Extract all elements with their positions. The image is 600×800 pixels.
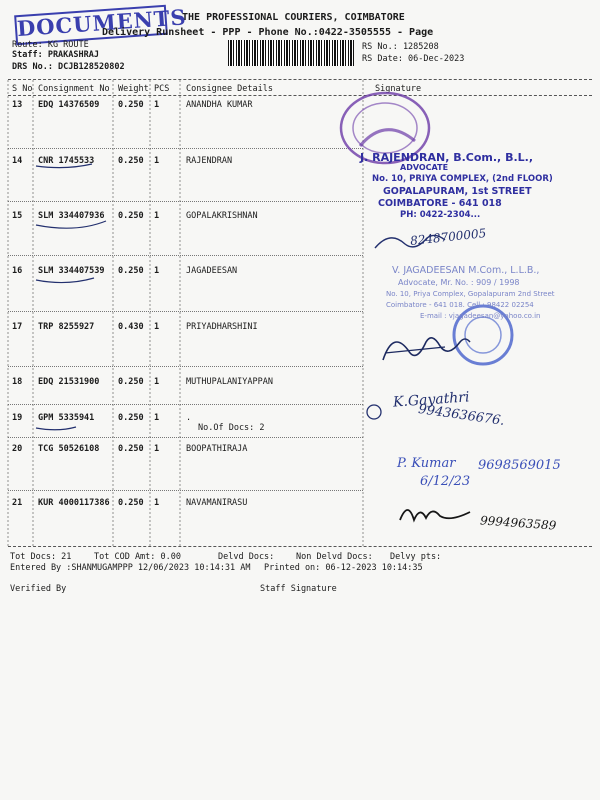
company-title: THE PROFESSIONAL COURIERS, COIMBATORE bbox=[182, 12, 405, 23]
rs-number: RS No.: 1285208 bbox=[362, 42, 439, 52]
signature-scribble bbox=[370, 228, 450, 258]
col-signature: Signature bbox=[375, 84, 422, 94]
delivery-points: Delvy pts: bbox=[390, 552, 442, 562]
signature-row15: 8248700005 bbox=[409, 226, 487, 248]
documents-stamp: DOCUMENTS bbox=[14, 5, 168, 46]
rajendran-stamp-name: J. RAJENDRAN, B.Com., B.L., bbox=[360, 151, 533, 164]
col-pcs: PCS bbox=[154, 84, 170, 94]
total-docs: Tot Docs: 21 bbox=[10, 552, 72, 562]
non-delivered-docs: Non Delvd Docs: bbox=[296, 552, 373, 562]
col-sno: S No bbox=[12, 84, 33, 94]
signature-row20: P. Kumar bbox=[397, 456, 456, 471]
runsheet-subtitle: Delivery Runsheet - PPP - Phone No.:0422-3505555 - Page bbox=[102, 27, 434, 38]
jagadeesan-stamp-name: V. JAGADEESAN M.Com., L.L.B., bbox=[392, 265, 540, 276]
col-consignment: Consignment No bbox=[38, 84, 110, 94]
signature-row19: K.Gayathri bbox=[392, 389, 470, 411]
col-weight: Weight bbox=[118, 84, 149, 94]
phone-row21: 9994963589 bbox=[479, 513, 557, 533]
date-row20: 6/12/23 bbox=[420, 474, 471, 489]
entered-by: Entered By :SHANMUGAMPPP 12/06/2023 10:14:31 AM bbox=[10, 563, 251, 573]
total-cod: Tot COD Amt: 0.00 bbox=[94, 552, 181, 562]
verified-by: Verified By bbox=[10, 584, 67, 594]
printed-on: Printed on: 06-12-2023 10:14:35 bbox=[264, 563, 423, 573]
staff-signature: Staff Signature bbox=[260, 584, 337, 594]
docs-count: No.Of Docs: 2 bbox=[198, 423, 265, 433]
signature-row19-mark bbox=[360, 398, 390, 428]
rs-date: RS Date: 06-Dec-2023 bbox=[362, 54, 465, 64]
staff-label: Staff: PRAKASHRAJ bbox=[12, 50, 99, 60]
signature-row17 bbox=[375, 325, 475, 370]
phone-row20: 9698569015 bbox=[478, 458, 561, 473]
phone-row19: 9943636676. bbox=[417, 402, 506, 429]
drs-number: DRS No.: DCJB128520802 bbox=[12, 62, 125, 72]
route-label: Route: KG ROUTE bbox=[12, 40, 89, 50]
delivered-docs: Delvd Docs: bbox=[218, 552, 275, 562]
col-consignee: Consignee Details bbox=[186, 84, 273, 94]
signature-row21 bbox=[395, 498, 480, 528]
